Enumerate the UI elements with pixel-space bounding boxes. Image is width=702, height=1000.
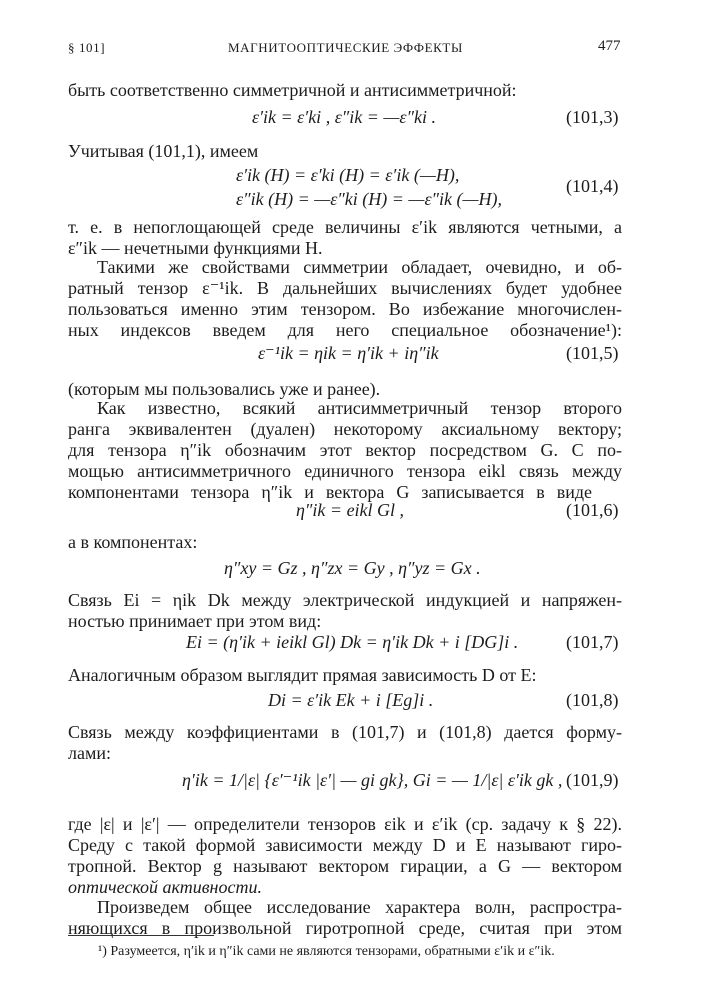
equation-components: η″xy = Gz , η″zx = Gy , η″yz = Gx . <box>224 558 481 578</box>
text-line: а в компонентах: <box>68 532 198 552</box>
text-line: ностью принимает при этом вид: <box>68 611 322 631</box>
text-line: ратный тензор ε⁻¹ik. В дальнейших вычислениях будет удобнее <box>68 278 622 298</box>
text-line: (которым мы пользовались уже и ранее). <box>68 379 381 399</box>
text-line: тропной. Вектор g называют вектором гирации, а G — вектором <box>68 856 622 876</box>
equation-number: (101,4) <box>566 176 619 196</box>
equation-101-4b: ε″ik (H) = —ε″ki (H) = —ε″ik (—H), <box>236 189 503 209</box>
equation-number: (101,3) <box>566 107 619 127</box>
text-line: лами: <box>68 743 111 763</box>
text-line: Аналогичным образом выглядит прямая зависимость D от E: <box>68 665 537 685</box>
text-line: Произведем общее исследование характера волн, распростра- <box>97 897 622 917</box>
equation-101-5: ε⁻¹ik = ηik = η′ik + iη″ik <box>258 343 439 363</box>
text-line: быть соответственно симметричной и антисимметричной: <box>68 80 517 100</box>
section-marker: § 101] <box>68 40 106 55</box>
running-title: МАГНИТООПТИЧЕСКИЕ ЭФФЕКТЫ <box>228 40 463 55</box>
text-line: ε″ik — нечетными функциями H. <box>68 238 323 258</box>
equation-101-7: Ei = (η′ik + ieikl Gl) Dk = η′ik Dk + i [DG]i . <box>186 632 519 652</box>
text-line: пользоваться именно этим тензором. Во избежание многочислен- <box>68 299 622 319</box>
equation-number: (101,8) <box>566 690 619 710</box>
equation-number: (101,7) <box>566 632 619 652</box>
equation-number: (101,9) <box>566 770 619 790</box>
text-line: т. е. в непоглощающей среде величины ε′ik являются четными, а <box>68 217 622 237</box>
text-line: Связь Ei = ηik Dk между электрической индукцией и напряжен- <box>68 590 622 610</box>
text-line: Среду с такой формой зависимости между D и E называют гиро- <box>68 835 622 855</box>
text-line: где |ε| и |ε′| — определители тензоров εik и ε′ik (ср. задачу к § 22). <box>68 814 622 834</box>
equation-number: (101,6) <box>566 500 619 520</box>
text-line: няющихся в произвольной гиротропной среде, считая при этом <box>68 918 622 938</box>
equation-101-6: η″ik = eikl Gl , <box>296 500 405 520</box>
footnote: ¹) Разумеется, η′ik и η″ik сами не являются тензорами, обратными ε′ik и ε″ik. <box>98 944 555 959</box>
text-line: Связь между коэффициентами в (101,7) и (101,8) дается форму- <box>68 722 622 742</box>
equation-101-4a: ε′ik (H) = ε′ki (H) = ε′ik (—H), <box>236 165 460 185</box>
text-line: Такими же свойствами симметрии обладает, очевидно, и об- <box>97 257 622 277</box>
text-line: для тензора η″ik обозначим этот вектор посредством G. С по- <box>68 440 622 460</box>
equation-101-9: η′ik = 1/|ε| {ε′⁻¹ik |ε′| — gi gk}, Gi = — 1/|ε| ε′ik gk , <box>182 770 563 790</box>
text-line: оптической активности. <box>68 877 262 897</box>
text-line: ных индексов введем для него специальное обозначение¹): <box>68 320 622 340</box>
equation-number: (101,5) <box>566 343 619 363</box>
text-line: ранга эквивалентен (дуален) некоторому аксиальному вектору; <box>68 419 622 439</box>
text-line: Как известно, всякий антисимметричный тензор второго <box>97 398 622 418</box>
equation-101-3: ε′ik = ε′ki , ε″ik = —ε″ki . <box>252 107 436 127</box>
page-number: 477 <box>598 38 621 54</box>
footnote-rule <box>68 935 214 936</box>
text-line: мощью антисимметричного единичного тензора eikl связь между <box>68 461 622 481</box>
text-line: Учитывая (101,1), имеем <box>68 141 259 161</box>
text-line: компонентами тензора η″ik и вектора G записывается в виде <box>68 482 592 502</box>
equation-101-8: Di = ε′ik Ek + i [Eg]i . <box>268 690 434 710</box>
